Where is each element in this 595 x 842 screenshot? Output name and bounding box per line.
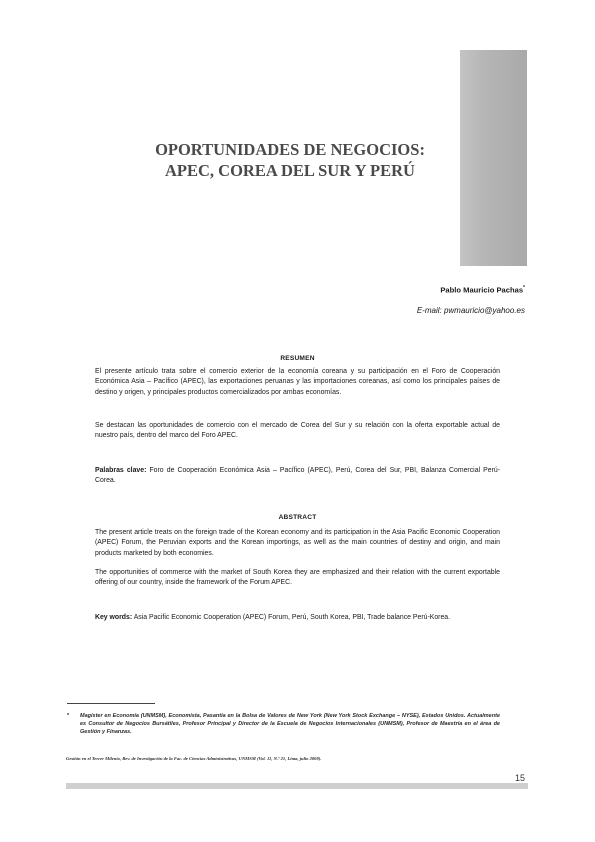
abstract-keywords	[95, 613, 500, 623]
article-title	[130, 139, 450, 181]
resumen-paragraph-1: El presente artículo trata sobre el comercio exterior de la economía coreana y su participación en el Foro de Cooperación Económica Asia – Pacífico (APEC), las exportaciones peruanas y las importaciones coreanas, así como los principales países de destino y origen, y principales productos comercializados por ambas economías.	[95, 368, 500, 396]
decorative-gray-block	[460, 50, 527, 266]
abstract-keywords-label: Key words:	[95, 614, 133, 621]
resumen-heading: RESUMEN	[280, 355, 315, 362]
page-number: 15	[515, 773, 526, 783]
abstract-paragraph-2: The opportunities of commerce with the market of South Korea they are emphasized and their relation with the current exportable offering of our country, inside the framework of the Forum APEC.	[95, 569, 500, 587]
footnote	[67, 712, 500, 737]
abstract-keywords-text: Asia Pacific Economic Cooperation (APEC) Forum, Perú, South Korea, PBI, Trade balance Perú-Korea.	[132, 614, 451, 621]
author-name-text: Pablo Mauricio Pachas	[440, 285, 524, 295]
author-email[interactable]: E-mail: pwmauricio@yahoo.es	[416, 306, 525, 315]
resumen-keywords	[95, 466, 500, 487]
footnote-text: Magíster en Economía (UNMSM), Economista, Pasantía en la Bolsa de Valores de New York (New York Stock Exchange – NYSE), Estados Unidos. Actualmente es Consultor de Negocios Bursátiles, Profesor Principal y Director de la Escuela de Negocios Internacionales (UNMSM), Profesor de Maestría en el área de Gestión y Finanzas.	[80, 713, 500, 736]
author-name	[440, 285, 525, 295]
resumen-keywords-text: Foro de Cooperación Económica Asia – Pacífico (APEC), Perú, Corea del Sur, PBI, Balanza Comercial Perú-Corea.	[95, 467, 501, 485]
resumen-keywords-label: Palabras clave:	[95, 467, 147, 474]
footer-bar	[66, 783, 528, 789]
abstract-paragraph-1: The present article treats on the foreign trade of the Korean economy and its participation in the Asia Pacific Economic Cooperation (APEC) Forum, the Peruvian exports and the Korean importings, as well as the main countries of destiny and origin, and main products marketed by both economies.	[95, 529, 500, 557]
title-line-1: OPORTUNIDADES DE NEGOCIOS:	[155, 140, 425, 159]
title-line-2: APEC, COREA DEL SUR Y PERÚ	[165, 161, 415, 180]
footnote-mark: *	[67, 713, 70, 719]
abstract-heading: ABSTRACT	[278, 514, 317, 521]
author-footnote-mark: *	[523, 285, 525, 291]
footnote-separator	[67, 703, 155, 704]
journal-citation: Gestión en el Tercer Milenio, Rev. de Investigación de la Fac. de Ciencias Administrativas, UNMSM (Vol. 11, N.º 21, Lima, julio 2008).	[66, 756, 322, 761]
resumen-paragraph-2: Se destacan las oportunidades de comercio con el mercado de Corea del Sur y su relación con la oferta exportable actual de nuestro país, dentro del marco del Foro APEC.	[95, 422, 500, 440]
